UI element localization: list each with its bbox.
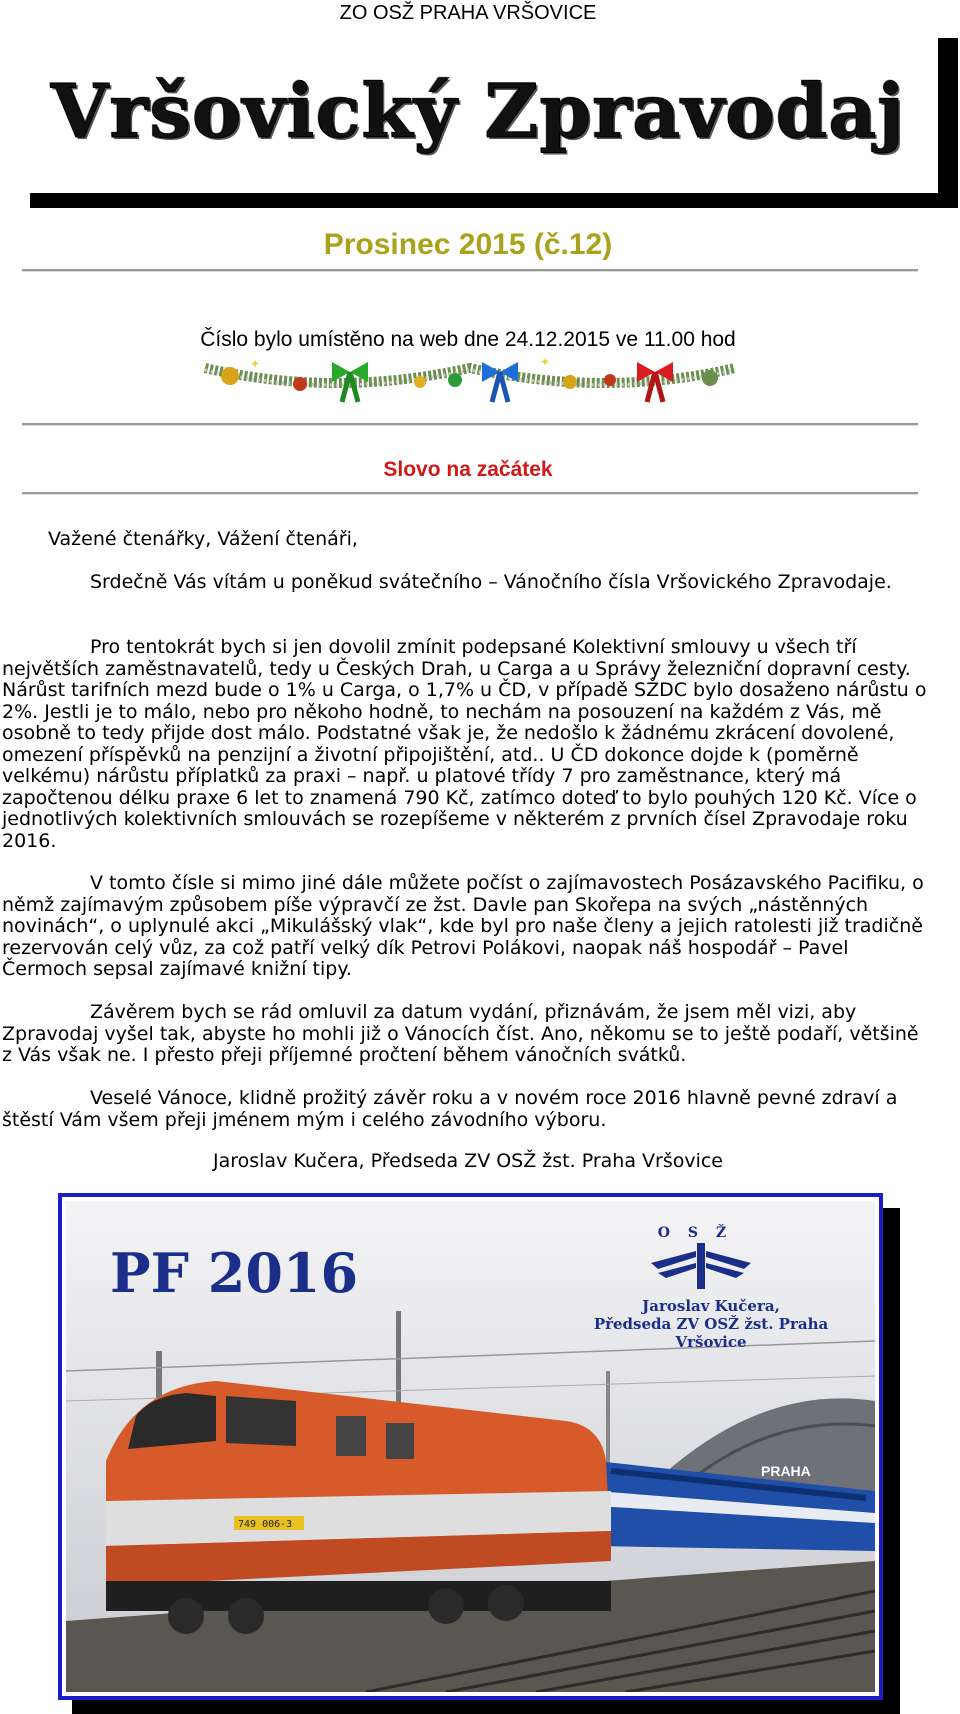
station-sign: PRAHA	[761, 1463, 811, 1479]
christmas-garland-icon	[200, 354, 740, 410]
pf-greeting-card	[58, 1193, 883, 1700]
svg-text:✦: ✦	[250, 357, 261, 371]
paragraph: Závěrem bych se rád omluvil za datum vydání, přiznávám, že jsem měl vizi, aby Zpravodaj vyšel tak, abyste ho mohli již o Vánocích číst. Ano, někomu se to ještě podaří, většině z Vás však ne. I přesto přeji příjemné pročtení během vánočních svátků.	[2, 1001, 919, 1066]
locomotive-number: 749 006-3	[238, 1519, 293, 1530]
organization-name: ZO OSŽ PRAHA VRŠOVICE	[339, 2, 597, 24]
publication-date: Číslo bylo umístěno na web dne 24.12.2015 ve 11.00 hod	[200, 328, 736, 351]
salutation: Važené čtenářky, Vážení čtenáři,	[48, 528, 358, 550]
signature: Jaroslav Kučera, Předseda ZV OSŽ žst. Praha Vršovice	[212, 1150, 723, 1172]
paragraph: V tomto čísle si mimo jiné dále můžete počíst o zajímavostech Posázavského Pacifiku, o němž zajímavým způsobem píše výpravčí ze žst. Davle pan Skořepa na svých „nástěnných novinách“, o uplynulé akci „Mikulášský vlak“, kde byl pro naše členy a jejich ratolesti již tradičně rezervován celý vůz, za což patří velký dík Petrovi Polákovi, naopak náš hospodář – Pavel Čermoch sepsal zajímavé knižní tipy.	[2, 872, 924, 980]
divider	[22, 492, 918, 495]
paragraph: Pro tentokrát bych si jen dovolil zmínit podepsané Kolektivní smlouvy u všech tří největších zaměstnavatelů, tedy u Českých Drah, u Carga a u Správy železniční dopravní cesty. Nárůst tarifních mezd bude o 1% u Carga, o 1,7% u ČD, v případě SŽDC bylo dosaženo nárůstu o 2%. Jestli je to málo, nebo pro někoho hodně, to nechám na posouzení na každém z Vás, mě osobně to tedy přijde dost málo. Podstatné však je, že nedošlo k žádnému zkrácení dovolené, omezení příspěvků na penzijní a životní připojištění, atd.. U ČD dokonce dojde k (poměrně velkému) nárůstu příplatků za praxi – např. u platové třídy 7 pro zaměstnance, který má započtenou délku praxe 6 let to znamená 790 Kč, zatímco doteď to bylo pouhých 120 Kč. Více o jednotlivých kolektivních smlouvách se rozepíšeme v některém z prvních čísel Zpravodaje roku 2016.	[2, 636, 927, 852]
divider	[22, 423, 918, 426]
masthead-box	[18, 30, 938, 193]
pf-signature	[586, 1297, 836, 1351]
logo-letters: OSŽ	[657, 1225, 745, 1241]
paragraph: Srdečně Vás vítám u poněkud svátečního – Vánočního čísla Vršovického Zpravodaje.	[90, 571, 892, 593]
masthead-logo: Vršovický Zpravodaj	[50, 68, 906, 155]
osz-winged-wheel-logo-icon	[646, 1223, 756, 1293]
pf-role-line: Předseda ZV OSŽ žst. Praha Vršovice	[593, 1315, 829, 1351]
pf-name-line: Jaroslav Kučera,	[642, 1297, 780, 1315]
pf-title: PF 2016	[110, 1241, 359, 1305]
paragraph: Veselé Vánoce, klidně prožitý závěr roku a v novém roce 2016 hlavně pevné zdraví a štěstí Vám všem přeji jménem mým i celého závodního výboru.	[2, 1087, 898, 1131]
issue-title: Prosinec 2015 (č.12)	[323, 228, 613, 261]
svg-text:✦: ✦	[540, 355, 551, 369]
divider	[22, 269, 918, 272]
section-title: Slovo na začátek	[383, 458, 553, 481]
